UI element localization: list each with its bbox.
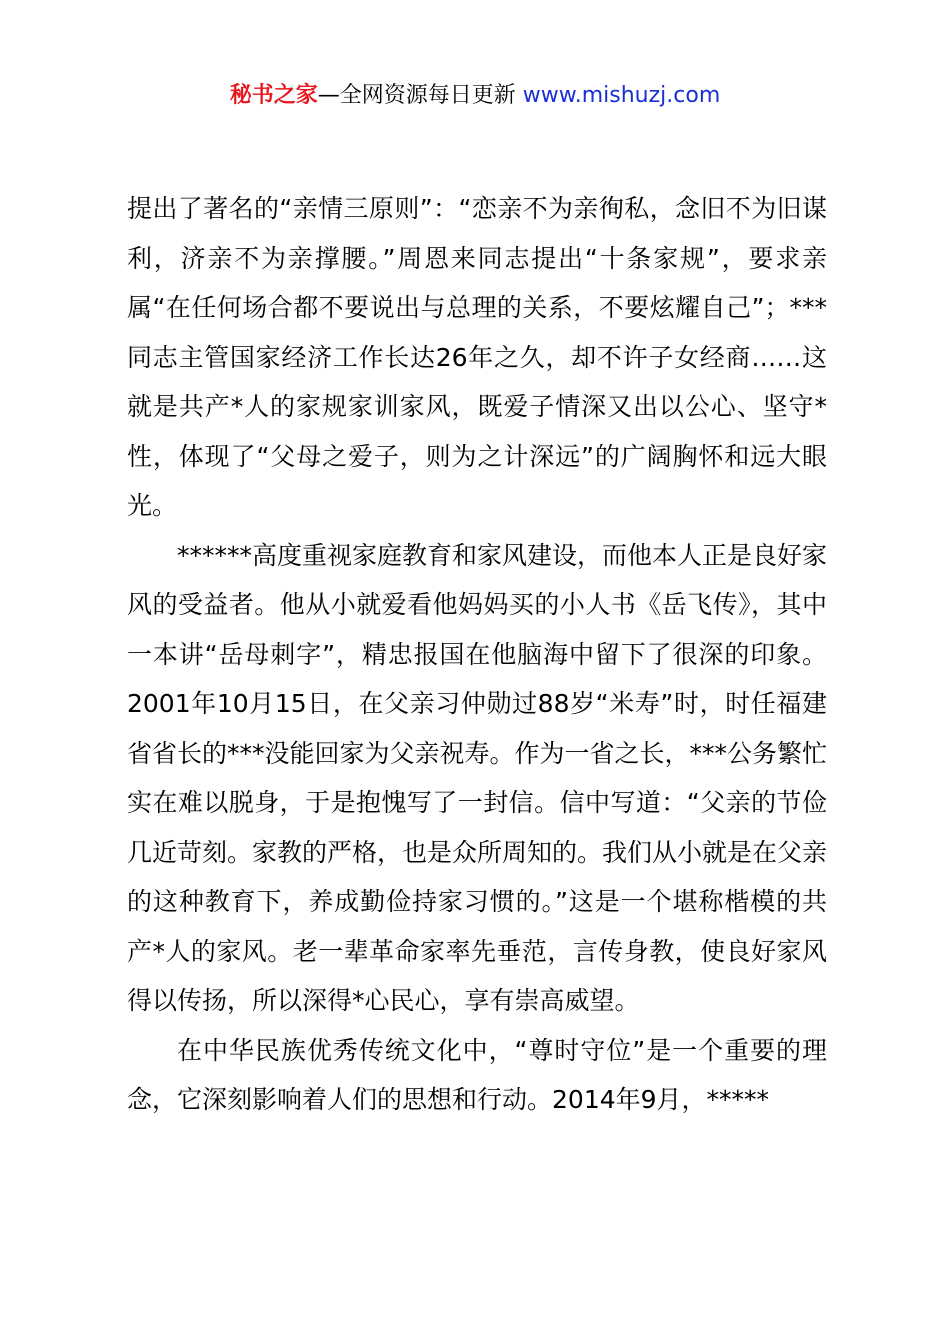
site-url-link[interactable]: www.mishuzj.com (522, 83, 721, 108)
site-brand: 秘书之家 (229, 83, 318, 108)
paragraph-2: ******高度重视家庭教育和家风建设，而他本人正是良好家风的受益者。他从小就爱看他妈妈买的小人书《岳飞传》，其中一本讲“岳母刺字”，精忠报国在他脑海中留下了很深的印象。2001年10月15日，在父亲习仲勋过88岁“米寿”时，时任福建省省长的***没能回家为父亲祝寿。作为一省之长，***公务繁忙实在难以脱身，于是抱愧写了一封信。信中写道：“父亲的节俭几近苛刻。家教的严格，也是众所周知的。我们从小就是在父亲的这种教育下，养成勤俭持家习惯的。”这是一个堪称楷模的共产*人的家风。老一辈革命家率先垂范，言传身教，使良好家风得以传扬，所以深得*心民心，享有崇高威望。 (127, 540, 828, 1015)
paragraph-3: 在中华民族优秀传统文化中，“尊时守位”是一个重要的理念，它深刻影响着人们的思想和行动。2014年9月，***** (127, 1035, 827, 1114)
document-body (127, 184, 827, 1125)
site-tagline: —全网资源每日更新 (317, 83, 523, 108)
paragraph-1: 提出了著名的“亲情三原则”：“恋亲不为亲徇私，念旧不为旧谋利，济亲不为亲撑腰。”周恩来同志提出“十条家规”，要求亲属“在任何场合都不要说出与总理的关系，不要炫耀自己”；***同志主管国家经济工作长达26年之久，却不许子女经商……这就是共产*人的家规家训家风，既爱子情深又出以公心、坚守*性，体现了“父母之爱子，则为之计深远”的广阔胸怀和远大眼光。 (127, 194, 827, 520)
site-header (0, 80, 950, 112)
